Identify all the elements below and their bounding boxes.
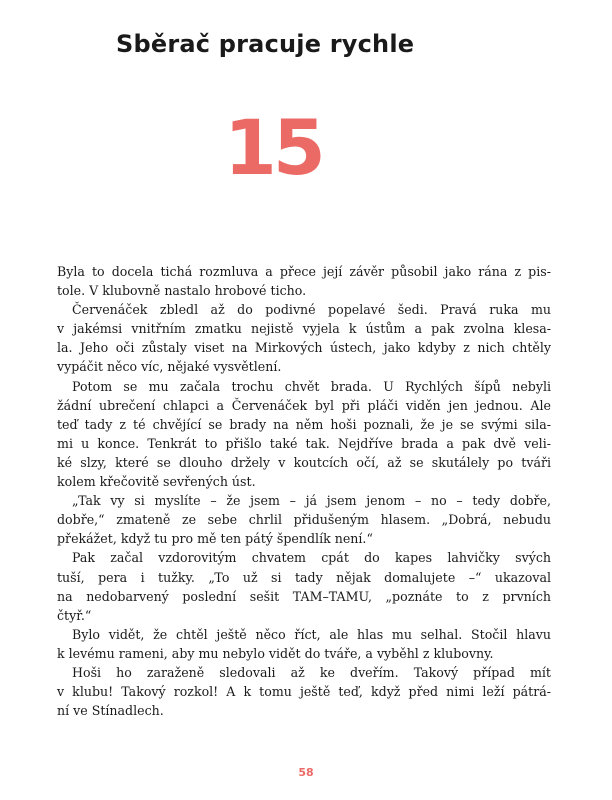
paragraph-line: Byla to docela tichá rozmluva a přece její závěr působil jako rána z pis- [57,264,551,279]
paragraph [57,377,551,492]
paragraph-line: kolem křečovitě sevřených úst. [57,474,256,490]
paragraph [57,548,551,624]
paragraph-line: čtyř.“ [57,607,92,623]
paragraph-line: žádní ubrečení chlapci a Červenáček byl při pláči viděn jen jednou. Ale [57,397,551,413]
chapter-number: 15 [224,103,322,192]
paragraph-line: na nedobarvený poslední sešit TAM–TAMU, „poznáte to z prvních [57,588,551,604]
paragraph-line: „Tak vy si myslíte – že jsem – já jsem jenom – no – tedy dobře, [72,493,551,509]
paragraph-line: ké slzy, které se dlouho držely v koutcích očí, až se skutálely po tváři [57,454,551,470]
paragraph-line: Červenáček zbledl až do podivné popelavé šedi. Pravá ruka mu [72,302,551,318]
paragraph-line: tole. V klubovně nastalo hrobové ticho. [57,283,307,299]
paragraph-line: k levému rameni, aby mu nebylo vidět do tváře, a vyběhl z klubovny. [57,645,494,661]
paragraph-line: Bylo vidět, že chtěl ještě něco říct, ale hlas mu selhal. Stočil hlavu [72,626,551,642]
paragraph-line: ní ve Stínadlech. [57,703,164,719]
chapter-body [57,262,551,720]
paragraph [57,491,551,548]
paragraph [57,262,551,300]
paragraph-line: Potom se mu začala trochu chvět brada. U Rychlých šípů nebyli [72,378,551,394]
paragraph [57,625,551,663]
chapter-title: Sběrač pracuje rychle [116,30,415,58]
paragraph-line: překážet, když tu pro mě ten pátý špendlík není.“ [57,531,373,547]
paragraph-line: dobře,“ zmateně ze sebe chrlil přidušeným hlasem. „Dobrá, nebudu [57,512,551,528]
paragraph [57,663,551,720]
paragraph-line: v jakémsi vnitřním zmatku nejistě vyjela k ústům a pak zvolna klesa- [57,321,551,337]
paragraph-line: v klubu! Takový rozkol! A k tomu ještě teď, když před nimi leží pátrá- [57,684,551,700]
paragraph-line: teď tady z té chvějící se brady na něm hoši poznali, že je se svými sila- [57,416,551,432]
paragraph-line: la. Jeho oči zůstaly viset na Mirkových ústech, jako kdyby z nich chtěly [57,340,551,356]
paragraph-line: mi u konce. Tenkrát to přišlo také tak. Nejdříve brada a pak dvě veli- [57,435,551,451]
paragraph-line: vypáčit něco víc, nějaké vysvětlení. [57,359,282,375]
paragraph [57,300,551,376]
paragraph-line: tuší, pera i tužky. „To už si tady nějak domalujete –“ ukazoval [57,569,551,585]
page-number: 58 [298,766,314,779]
paragraph-line: Hoši ho zaraženě sledovali až ke dveřím. Takový případ mít [72,664,551,680]
paragraph-line: Pak začal vzdorovitým chvatem cpát do kapes lahvičky svých [72,550,551,566]
